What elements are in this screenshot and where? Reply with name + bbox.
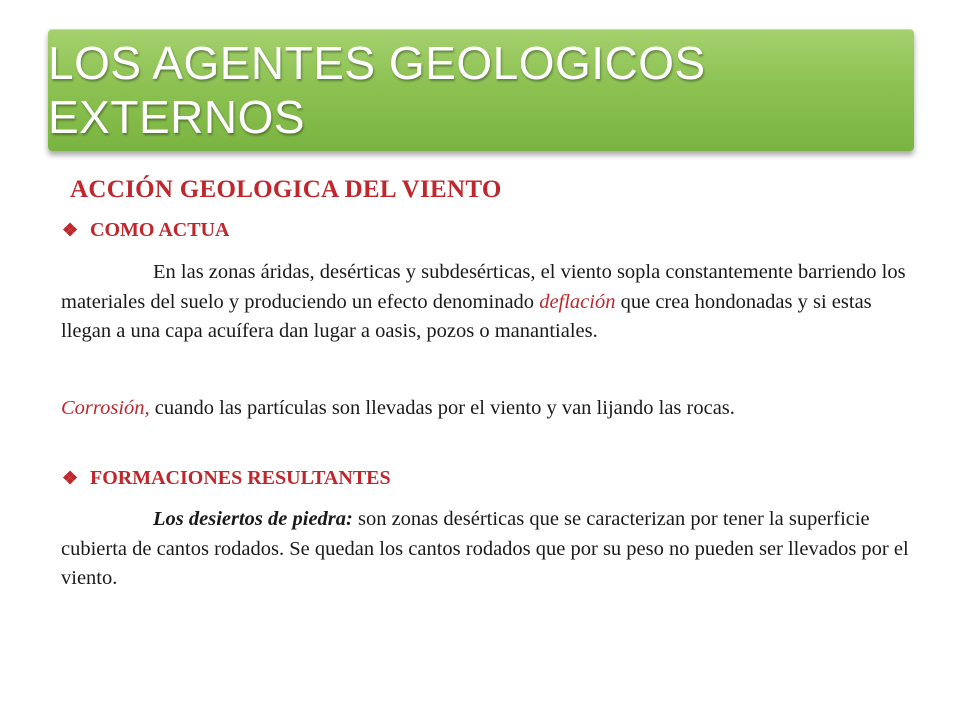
diamond-bullet-icon: ❖ xyxy=(62,468,79,488)
title-banner xyxy=(48,29,914,151)
bullet-label: FORMACIONES RESULTANTES xyxy=(90,467,391,489)
paragraph-text: son zonas desérticas que se caracterizan por tener la superficie cubierta de cantos rodados. Se quedan los cantos rodados que por su peso no pueden ser llevados por el viento. xyxy=(61,508,909,589)
term-deflacion: deflación xyxy=(539,290,616,313)
bullet-label: COMO ACTUA xyxy=(90,219,230,241)
slide-title: LOS AGENTES GEOLOGICOS EXTERNOS xyxy=(48,37,706,143)
term-corrosion: Corrosión, xyxy=(61,397,150,419)
term-desiertos-de-piedra: Los desiertos de piedra: xyxy=(153,508,353,530)
paragraph-desiertos xyxy=(61,505,911,594)
paragraph-text: que crea hondonadas y si estas llegan a una capa acuífera dan lugar a oasis, pozos o manantiales. xyxy=(61,290,872,342)
paragraph-corrosion xyxy=(61,394,911,424)
section-heading: ACCIÓN GEOLOGICA DEL VIENTO xyxy=(70,176,502,203)
paragraph-text: cuando las partículas son llevadas por el viento y van lijando las rocas. xyxy=(149,397,735,419)
paragraph-text: En las zonas áridas, desérticas y subdesérticas, el viento sopla constantemente barriendo los materiales del suelo y produciendo un efecto denominado xyxy=(61,261,906,313)
paragraph-deflacion xyxy=(61,258,911,347)
bullet-formaciones xyxy=(62,467,391,490)
diamond-bullet-icon: ❖ xyxy=(62,220,79,240)
bullet-como-actua xyxy=(62,219,229,242)
